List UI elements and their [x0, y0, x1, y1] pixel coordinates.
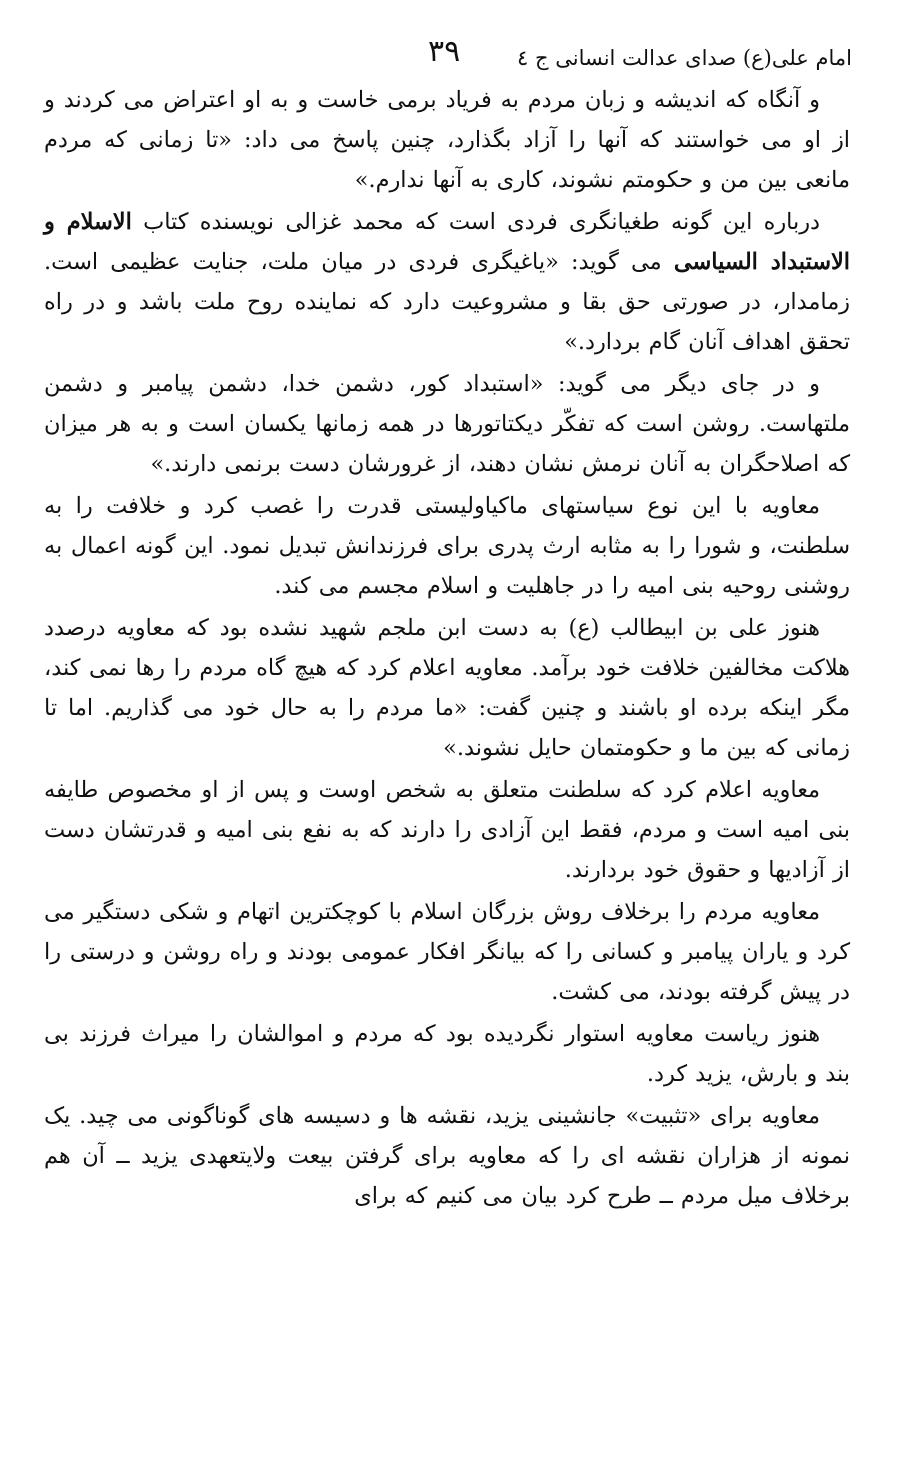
paragraph [44, 202, 850, 362]
body-text [44, 80, 850, 1218]
paragraph-text: درباره این گونه طغیانگری فردی است که محمد غزالی نویسنده کتاب [131, 209, 820, 235]
book-title: الاسلام و الاستبداد السیاسی [44, 209, 850, 275]
paragraph: معاویه مردم را برخلاف روش بزرگان اسلام با کوچکترین اتهام و شکی دستگیر می کرد و یاران پیامبر و کسانی را که بیانگر افکار عمومی بودند و راه روشن و درستی را در پیش گرفته بودند، می کشت. [44, 899, 850, 1005]
paragraph: هنوز علی بن ابیطالب (ع) به دست ابن ملجم شهید نشده بود که معاویه درصدد هلاکت مخالفین خلافت خود برآمد. معاویه اعلام کرد که هیچ گاه مردم را رها نمی کند، مگر اینکه برده او باشند و چنین گفت: «ما مردم را به حال خود می گذاریم. اما تا زمانی که بین ما و حکومتمان حایل نشوند.» [44, 615, 850, 761]
page-header [40, 34, 852, 78]
running-header-title: امام علی(ع) صدای عدالت انسانی ج ٤ [517, 46, 852, 70]
paragraph: معاویه اعلام کرد که سلطنت متعلق به شخص اوست و پس از او مخصوص طایفه بنی امیه است و مردم، فقط این آزادی را دارند که به نفع بنی امیه و قدرتشان دست از آزادیها و حقوق خود بردارند. [44, 777, 850, 883]
page-number: ٣٩ [428, 34, 461, 69]
paragraph: و در جای دیگر می گوید: «استبداد کور، دشمن خدا، دشمن پیامبر و دشمن ملتهاست. روشن است که تفکّر دیکتاتورها در همه زمانها یکسان است و به هر میزان که اصلاحگران به آنان نرمش نشان دهند، از غرورشان دست برنمی دارند.» [44, 371, 850, 477]
paragraph: معاویه با این نوع سیاستهای ماکیاولیستی قدرت را غصب کرد و خلافت را به سلطنت، و شورا را به مثابه ارث پدری برای فرزندانش تبدیل نمود. این گونه اعمال به روشنی روحیه بنی امیه را در جاهلیت و اسلام مجسم می کند. [44, 493, 850, 599]
paragraph: معاویه برای «تثبیت» جانشینی یزید، نقشه ها و دسیسه های گوناگونی می چید. یک نمونه از هزاران نقشه ای را که معاویه برای گرفتن بیعت ولایتعهدی یزید ــ آن هم برخلاف میل مردم ــ طرح کرد بیان می کنیم که برای [44, 1103, 850, 1209]
paragraph: هنوز ریاست معاویه استوار نگردیده بود که مردم و اموالشان را میراث فرزند بی بند و بارش، یزید کرد. [44, 1021, 850, 1087]
paragraph-text: می گوید: «یاغیگری فردی در میان ملت، جنایت عظیمی است. زمامدار، در صورتی حق بقا و مشروعیت دارد که نماینده روح ملت باشد و در راه تحقق اهداف آنان گام بردارد.» [44, 249, 850, 355]
paragraph: و آنگاه که اندیشه و زبان مردم به فریاد برمی خاست و به او اعتراض می کردند و از او می خواستند که آنها را آزاد بگذارد، چنین پاسخ می داد: «تا زمانی که مردم مانعی بین من و حکومتم نشوند، کاری به آنها ندارم.» [44, 87, 850, 193]
